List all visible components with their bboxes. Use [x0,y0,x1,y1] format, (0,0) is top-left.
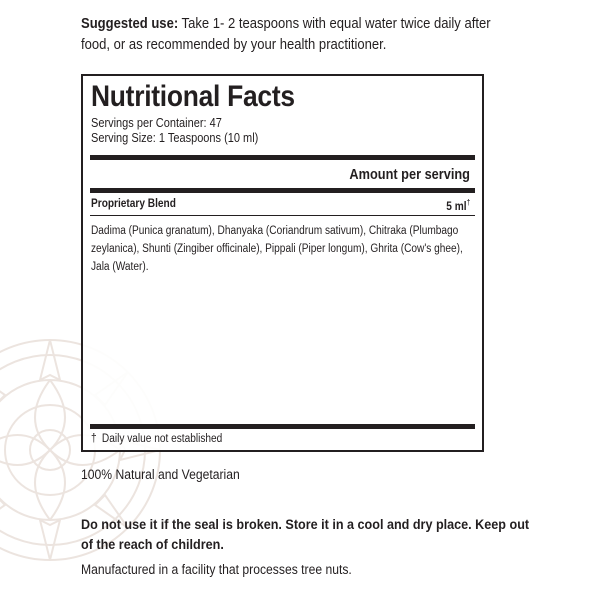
natural-vegetarian-claim: 100% Natural and Vegetarian [81,467,240,482]
suggested-use-text: Take 1- 2 teaspoons with equal water twice daily after food, or as recommended by your health practitioner. [81,16,491,53]
footnote-text: Daily value not established [101,433,223,445]
servings-info [91,116,258,146]
storage-warning: Do not use it if the seal is broken. Store it in a cool and dry place. Keep out of the reach of children. [81,516,530,552]
facts-title: Nutritional Facts [91,80,295,113]
thick-divider [90,155,475,160]
thin-divider [90,215,475,216]
suggested-use [81,14,522,56]
allergen-statement: Manufactured in a facility that processes tree nuts. [81,562,352,577]
ingredients-list: Dadima (Punica granatum), Dhanyaka (Coriandrum sativum), Chitraka (Plumbago zeylanica), Shunti (Zingiber officinale), Pippali (Piper longum), Ghrita (Cow's ghee), Jala (Water). [91,225,463,273]
suggested-use-label: Suggested use: [81,16,179,32]
proprietary-blend-amount [446,198,470,213]
nutrition-facts-panel [81,74,484,452]
blend-amount-dagger: † [466,198,470,207]
proprietary-blend-name: Proprietary Blend [91,198,176,210]
serving-size: Serving Size: 1 Teaspoons (10 ml) [91,131,259,145]
thick-divider [90,424,475,429]
blend-amount-value: 5 ml [445,200,467,213]
footnote [91,433,222,445]
thick-divider [90,188,475,193]
amount-per-serving-header: Amount per serving [349,167,470,183]
servings-per-container: Servings per Container: 47 [91,116,222,130]
footnote-dagger: † [91,433,97,445]
